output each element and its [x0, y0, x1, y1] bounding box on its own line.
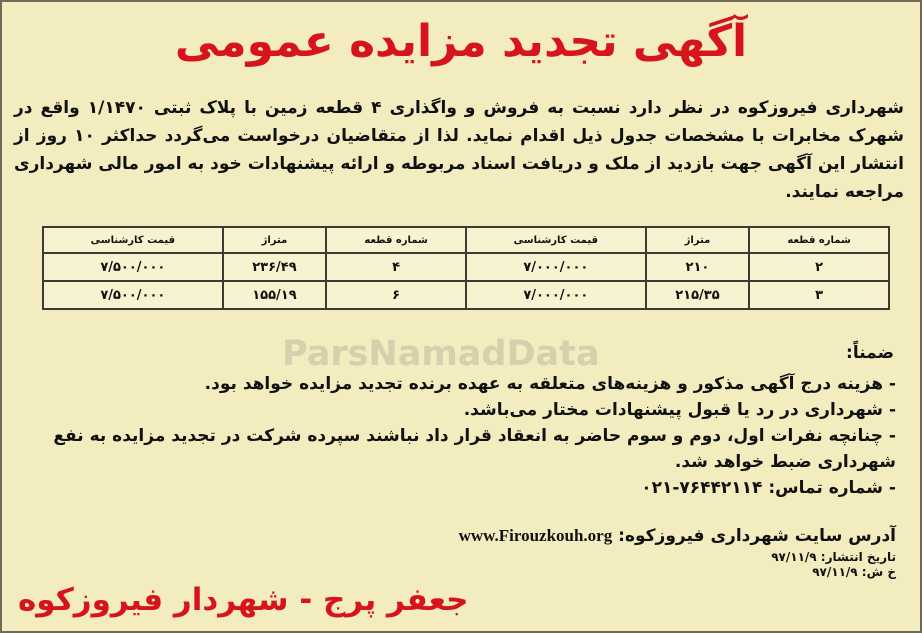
notes-list: [31, 371, 896, 501]
watermark: ParsNamadData: [282, 334, 600, 374]
header-cell: قیمت کارشناسی: [43, 227, 223, 253]
mayor-signature: جعفر پرج - شهردار فیروزکوه: [18, 582, 469, 618]
table-cell: ۷/۰۰۰/۰۰۰: [466, 253, 646, 281]
page-title: آگهی تجدید مزایده عمومی: [174, 16, 748, 67]
website-url[interactable]: www.Firouzkouh.org: [458, 526, 613, 545]
website-line: [459, 526, 896, 546]
website-label: آدرس سایت شهرداری فیروزکوه:: [618, 526, 896, 546]
kh-date: خ ش: ۹۷/۱۱/۹: [812, 565, 896, 579]
header-cell: شماره قطعه: [326, 227, 466, 253]
land-table: [42, 226, 890, 310]
table-cell: ۲۱۰: [646, 253, 750, 281]
header-cell: متراژ: [646, 227, 750, 253]
table-cell: ۷/۵۰۰/۰۰۰: [43, 281, 223, 309]
header-cell: متراژ: [223, 227, 327, 253]
table-row: [43, 253, 889, 281]
note-item: - هزینه درج آگهی مذکور و هزینه‌های متعلقه به عهده برنده تجدید مزایده خواهد بود.: [204, 374, 896, 394]
table-cell: ۱۵۵/۱۹: [223, 281, 327, 309]
table-row: [43, 281, 889, 309]
header-cell: شماره قطعه: [749, 227, 889, 253]
header-cell: قیمت کارشناسی: [466, 227, 646, 253]
publish-date: تاریخ انتشار: ۹۷/۱۱/۹: [771, 550, 896, 564]
note-item: - چنانچه نفرات اول، دوم و سوم حاضر به انعقاد قرار داد نباشند سپرده شرکت در تجدید مزایده به نفع شهرداری ضبط خواهد شد.: [53, 426, 896, 472]
table-cell: ۶: [326, 281, 466, 309]
table-cell: ۳: [749, 281, 889, 309]
intro-paragraph: شهرداری فیروزکوه در نظر دارد نسبت به فروش و واگذاری ۴ قطعه زمین با پلاک ثبتی ۱/۱۴۷۰ واقع در شهرک مخابرات با مشخصات جدول ذیل اقدام نماید. لذا از متقاضیان درخواست می‌گردد حداکثر ۱۰ روز از انتشار این آگهی جهت بازدید از ملک و دریافت اسناد مربوطه و ارائه پیشنهادات خود به امور مالی شهرداری مراجعه نمایند.: [14, 98, 904, 202]
table-cell: ۲۳۶/۴۹: [223, 253, 327, 281]
note-item: - شهرداری در رد یا قبول پیشنهادات مختار می‌باشد.: [463, 400, 896, 420]
table-cell: ۷/۵۰۰/۰۰۰: [43, 253, 223, 281]
note-item: - شماره تماس: ۷۶۴۴۲۱۱۴-۰۲۱: [641, 478, 896, 498]
table-header-row: [43, 227, 889, 253]
table-cell: ۷/۰۰۰/۰۰۰: [466, 281, 646, 309]
table-cell: ۴: [326, 253, 466, 281]
table-cell: ۲۱۵/۳۵: [646, 281, 750, 309]
publish-dates: [771, 550, 896, 580]
notes-heading: ضمناً:: [846, 343, 894, 363]
table-cell: ۲: [749, 253, 889, 281]
